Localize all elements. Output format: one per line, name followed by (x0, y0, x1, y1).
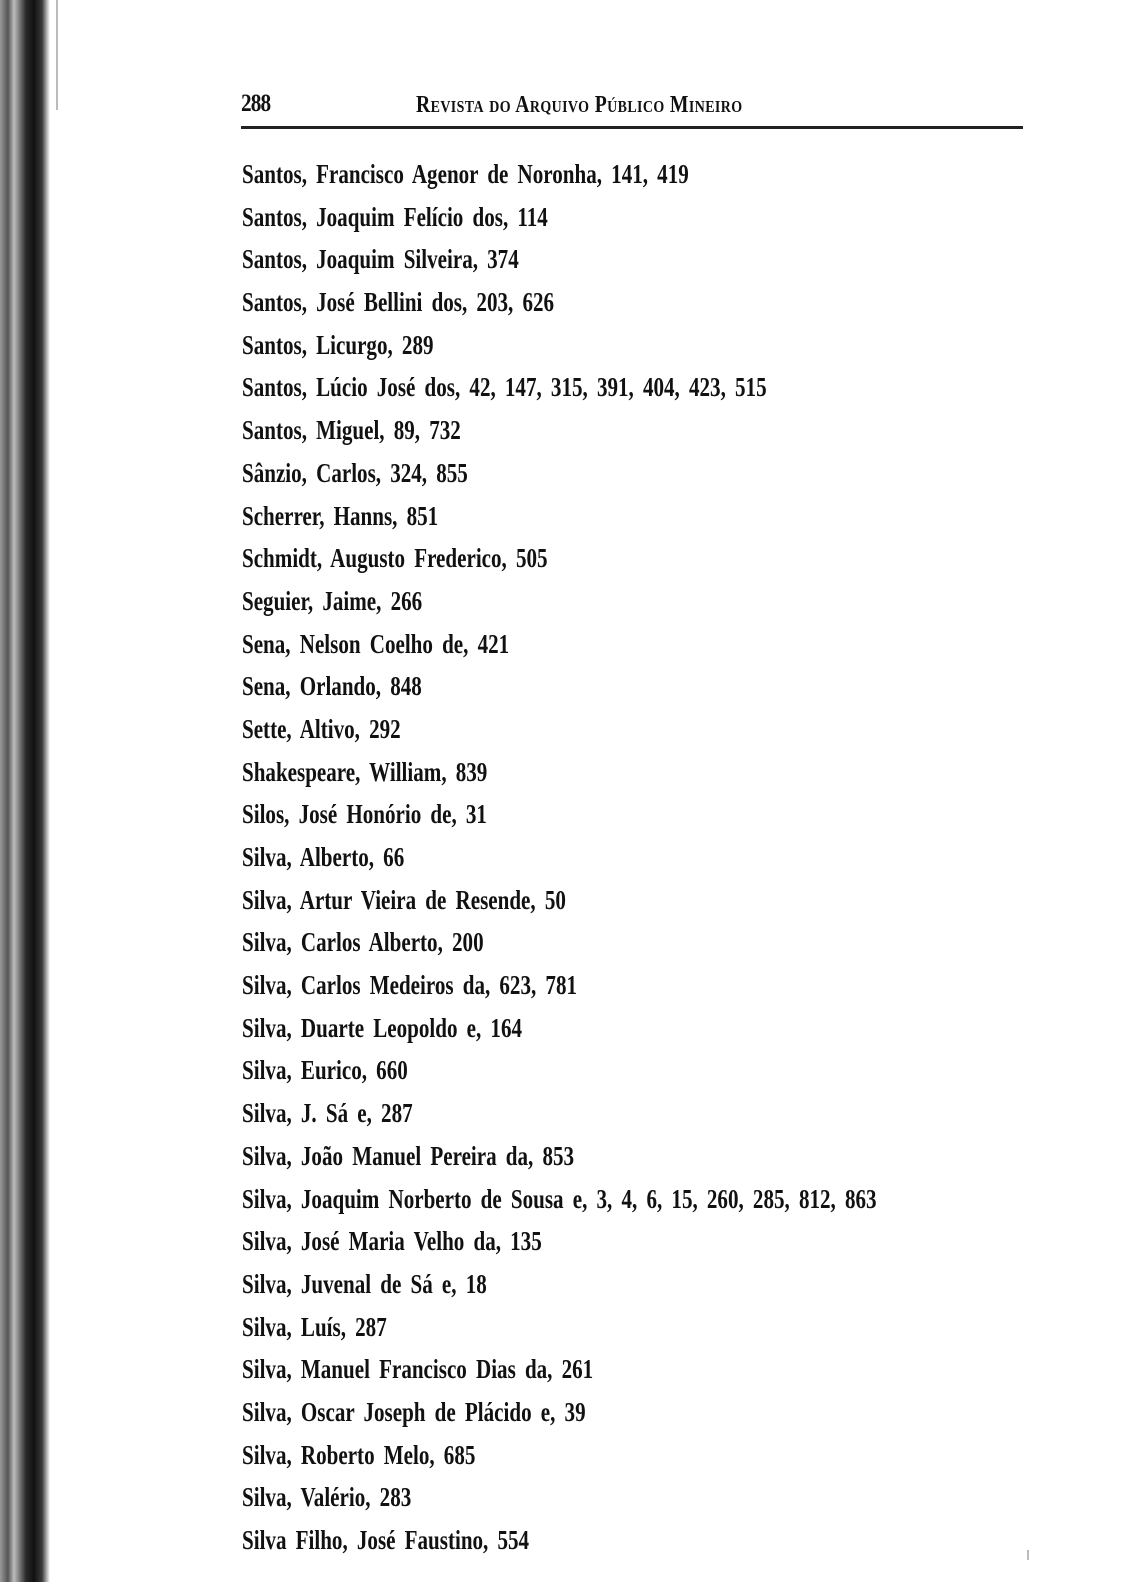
index-entry: Santos, Joaquim Silveira, 374 (242, 244, 519, 275)
index-entry: Schmidt, Augusto Frederico, 505 (242, 543, 548, 574)
page-edge-line (56, 0, 58, 110)
index-entry: Sena, Nelson Coelho de, 421 (242, 628, 510, 659)
index-entry: Silva, Artur Vieira de Resende, 50 (242, 884, 566, 915)
index-entry: Sette, Altivo, 292 (242, 713, 401, 744)
index-entry: Santos, Francisco Agenor de Noronha, 141, 419 (242, 159, 689, 189)
scan-speck (1027, 1550, 1029, 1560)
index-entry: Silva, Oscar Joseph de Plácido e, 39 (242, 1396, 586, 1427)
index-entry: Sena, Orlando, 848 (242, 671, 422, 702)
index-entry: Silva, Eurico, 660 (242, 1055, 408, 1086)
index-entry: Santos, Miguel, 89, 732 (242, 415, 461, 446)
index-entry: Santos, Joaquim Felício dos, 114 (242, 201, 548, 232)
index-entry: Silva, Manuel Francisco Dias da, 261 (242, 1354, 594, 1385)
index-entry: Silva, José Maria Velho da, 135 (242, 1226, 542, 1257)
index-entry: Silva, Carlos Alberto, 200 (242, 927, 484, 958)
index-entry: Silva, João Manuel Pereira da, 853 (242, 1140, 575, 1171)
index-entry: Silva, Valério, 283 (242, 1482, 412, 1513)
index-entry: Santos, Lúcio José dos, 42, 147, 315, 391, 404, 423, 515 (242, 372, 767, 403)
running-header (241, 90, 1023, 129)
index-entry: Silos, José Honório de, 31 (242, 799, 487, 830)
index-list (242, 157, 1056, 1566)
index-entry: Silva, Alberto, 66 (242, 842, 405, 872)
index-entry: Silva, Roberto Melo, 685 (242, 1439, 476, 1470)
index-entry: Santos, Licurgo, 289 (242, 329, 434, 360)
page-number: 288 (241, 90, 271, 117)
journal-title: Revista do Arquivo Público Mineiro (416, 92, 743, 118)
index-entry: Silva, Duarte Leopoldo e, 164 (242, 1012, 523, 1043)
index-entry: Silva, J. Sá e, 287 (242, 1098, 413, 1129)
index-entry: Silva, Carlos Medeiros da, 623, 781 (242, 970, 578, 1001)
index-entry: Sânzio, Carlos, 324, 855 (242, 457, 468, 488)
index-entry: Seguier, Jaime, 266 (242, 585, 423, 616)
index-entry: Silva, Juvenal de Sá e, 18 (242, 1268, 487, 1299)
index-entry: Silva, Joaquim Norberto de Sousa e, 3, 4, 6, 15, 260, 285, 812, 863 (242, 1183, 877, 1214)
index-entry: Scherrer, Hanns, 851 (242, 500, 439, 531)
index-entry: Silva Filho, José Faustino, 554 (242, 1525, 530, 1555)
index-entry: Santos, José Bellini dos, 203, 626 (242, 287, 555, 318)
book-binding-edge (0, 0, 50, 1582)
index-entry: Silva, Luís, 287 (242, 1311, 387, 1342)
index-entry: Shakespeare, William, 839 (242, 756, 488, 787)
